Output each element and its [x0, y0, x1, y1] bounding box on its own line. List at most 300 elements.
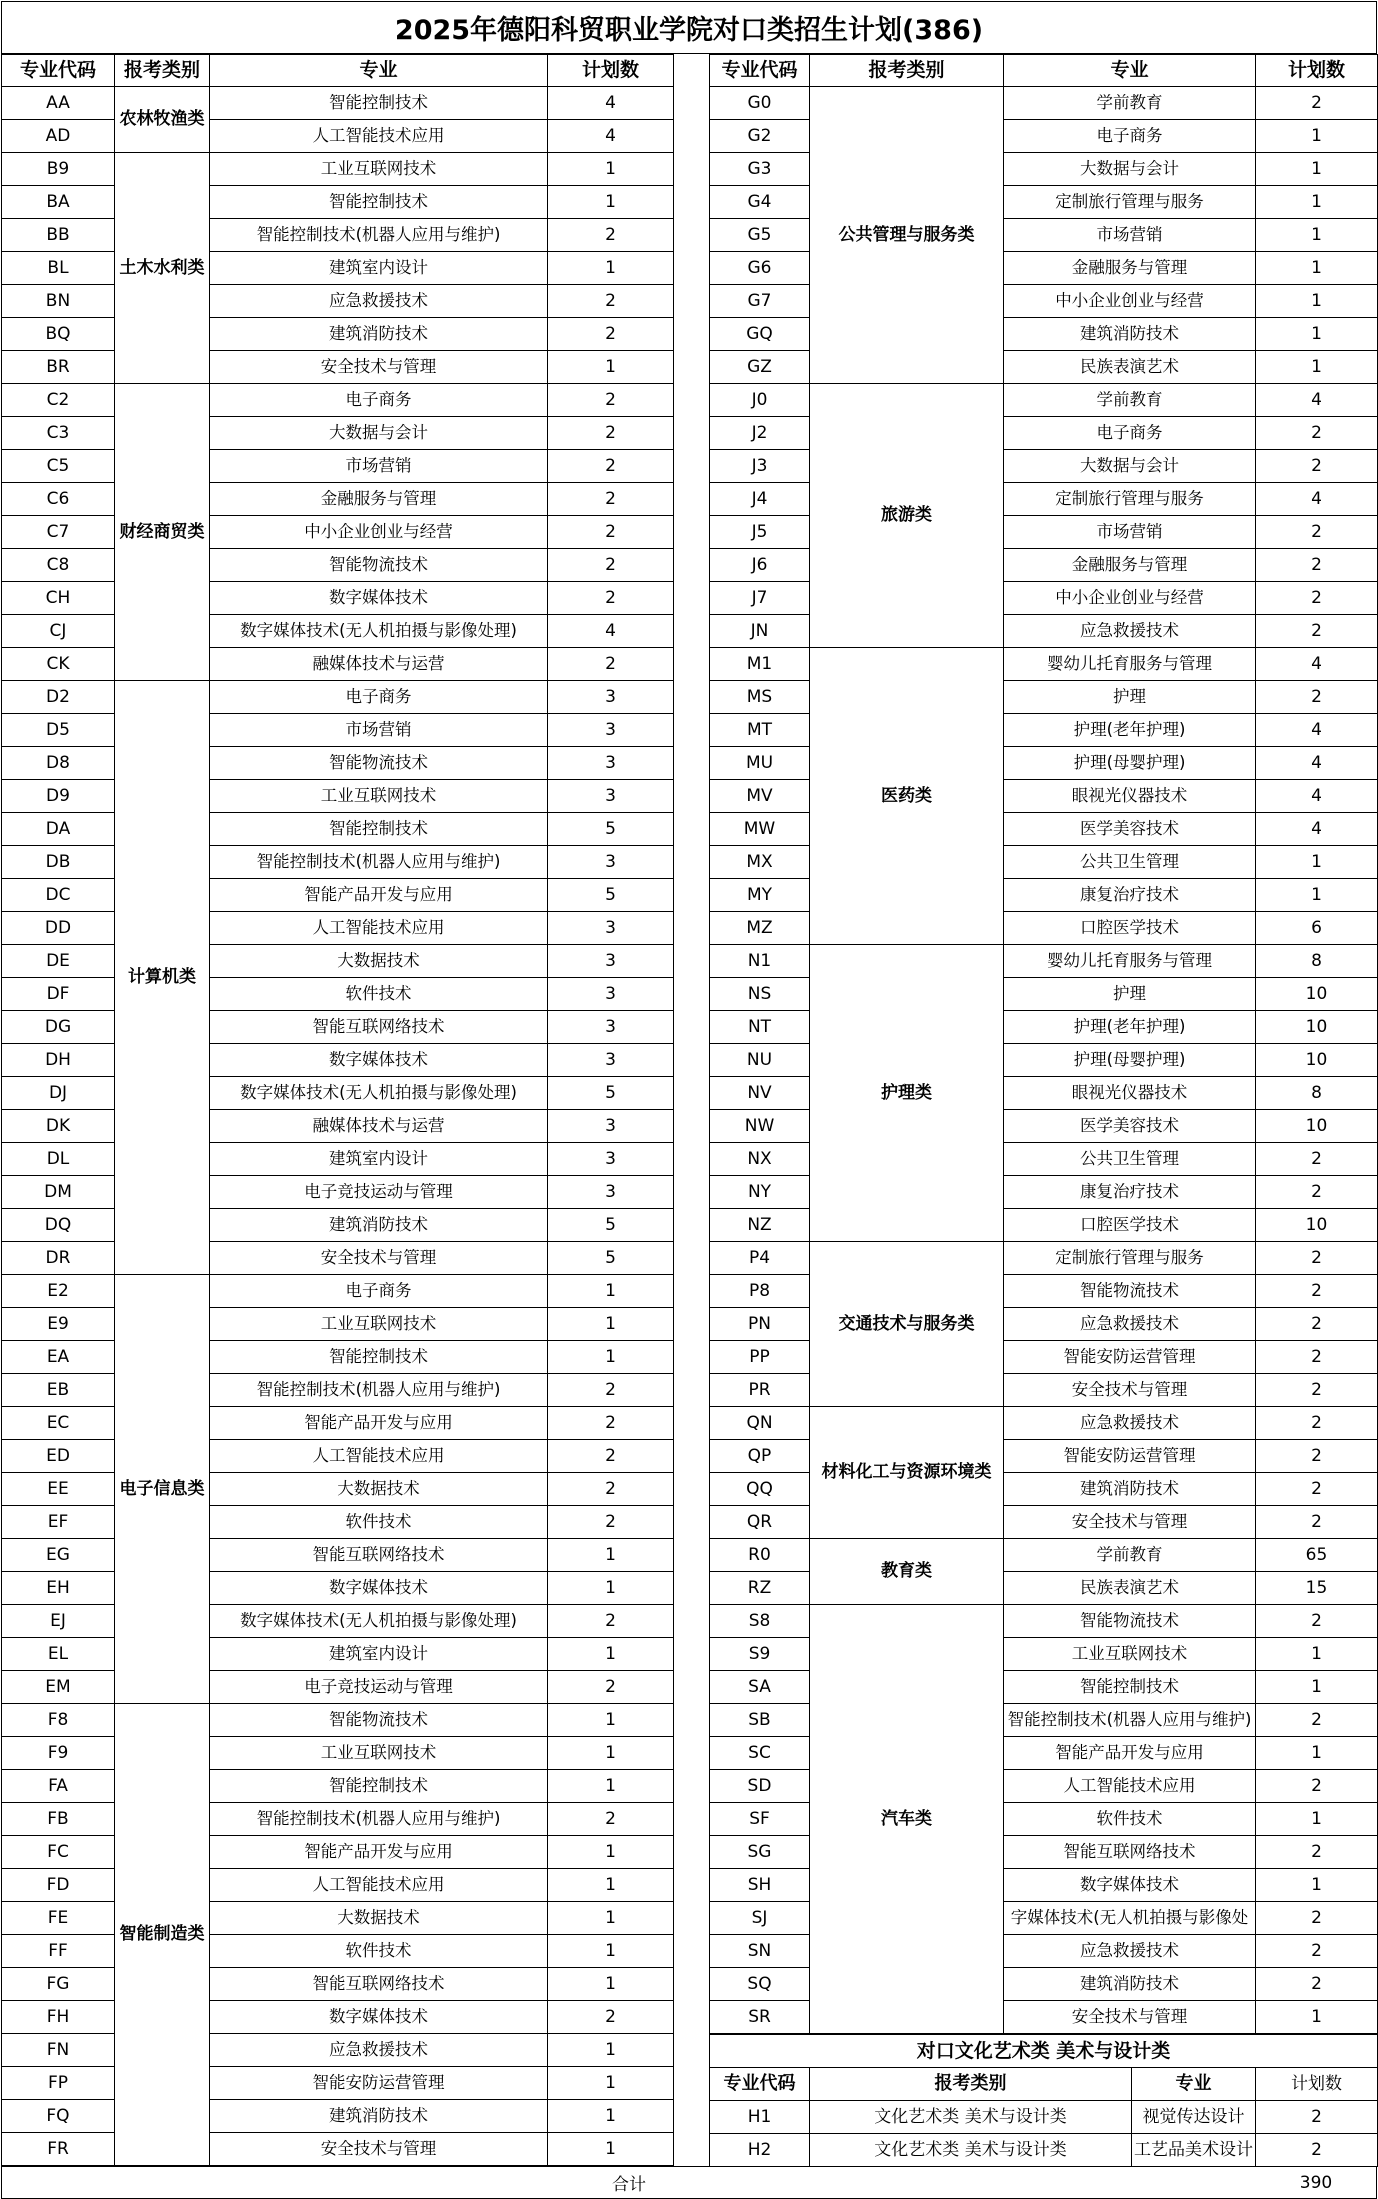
table-row	[2, 945, 674, 978]
art-design-body	[710, 2101, 1378, 2167]
major-name: 智能互联网络技术	[1004, 1836, 1256, 1869]
plan-count: 1	[1256, 186, 1378, 219]
plan-count: 2	[548, 1671, 674, 1704]
table-row	[2, 549, 674, 582]
plan-count: 2	[1256, 1242, 1378, 1275]
major-code: FP	[2, 2067, 115, 2100]
plan-count: 4	[548, 615, 674, 648]
table-row	[2, 978, 674, 1011]
major-code: J7	[710, 582, 810, 615]
major-name: 大数据与会计	[210, 417, 548, 450]
category-cell: 汽车类	[810, 1605, 1004, 2034]
major-code: DG	[2, 1011, 115, 1044]
table-row	[2, 1110, 674, 1143]
category-cell: 土木水利类	[115, 153, 210, 384]
table-row	[2, 813, 674, 846]
major-code: S9	[710, 1638, 810, 1671]
plan-count: 3	[548, 714, 674, 747]
plan-count: 2	[1256, 1407, 1378, 1440]
major-code: J6	[710, 549, 810, 582]
plan-count: 2	[1256, 1770, 1378, 1803]
table-row	[710, 87, 1378, 120]
plan-count: 2	[1256, 1968, 1378, 2001]
plan-count: 3	[548, 681, 674, 714]
major-code: PR	[710, 1374, 810, 1407]
plan-count: 1	[548, 1638, 674, 1671]
major-code: C5	[2, 450, 115, 483]
major-code: JN	[710, 615, 810, 648]
major-code: SG	[710, 1836, 810, 1869]
major-name: 软件技术	[210, 1935, 548, 1968]
major-name: 大数据与会计	[1004, 153, 1256, 186]
plan-count: 2	[548, 1506, 674, 1539]
plan-count: 4	[1256, 483, 1378, 516]
major-code: NT	[710, 1011, 810, 1044]
table-row	[2, 1572, 674, 1605]
plan-count: 5	[548, 1242, 674, 1275]
major-code: BQ	[2, 318, 115, 351]
plan-count: 3	[548, 1143, 674, 1176]
major-name: 智能控制技术	[210, 1770, 548, 1803]
major-code: M1	[710, 648, 810, 681]
major-name: 数字媒体技术	[210, 1044, 548, 1077]
major-name: 电子商务	[1004, 120, 1256, 153]
plan-count: 3	[548, 912, 674, 945]
plan-count: 2	[548, 648, 674, 681]
major-code: S8	[710, 1605, 810, 1638]
table-row	[2, 1011, 674, 1044]
major-name: 智能控制技术	[1004, 1671, 1256, 1704]
major-code: P4	[710, 1242, 810, 1275]
plan-count: 3	[548, 978, 674, 1011]
major-name: 工业互联网技术	[1004, 1638, 1256, 1671]
plan-count: 2	[1256, 417, 1378, 450]
major-name: 建筑室内设计	[210, 1638, 548, 1671]
table-row	[2, 681, 674, 714]
major-name: 学前教育	[1004, 1539, 1256, 1572]
major-code: FH	[2, 2001, 115, 2034]
category-cell: 文化艺术类 美术与设计类	[810, 2101, 1132, 2134]
major-code: J2	[710, 417, 810, 450]
plan-count: 1	[1256, 879, 1378, 912]
table-row	[2, 318, 674, 351]
major-code: PP	[710, 1341, 810, 1374]
major-name: 定制旅行管理与服务	[1004, 186, 1256, 219]
major-name: 智能控制技术	[210, 87, 548, 120]
major-code: MT	[710, 714, 810, 747]
major-name: 人工智能技术应用	[1004, 1770, 1256, 1803]
major-name: 眼视光仪器技术	[1004, 1077, 1256, 1110]
left-plan-table	[1, 54, 674, 2166]
plan-count: 1	[548, 351, 674, 384]
category-cell: 教育类	[810, 1539, 1004, 1605]
plan-count: 4	[1256, 747, 1378, 780]
major-code: BR	[2, 351, 115, 384]
plan-count: 2	[1256, 1902, 1378, 1935]
table-row	[710, 1407, 1378, 1440]
major-name: 大数据技术	[210, 945, 548, 978]
header-quota: 计划数	[1256, 55, 1378, 87]
major-code: J4	[710, 483, 810, 516]
plan-count: 1	[548, 2067, 674, 2100]
plan-count: 10	[1256, 1044, 1378, 1077]
plan-count: 1	[548, 1902, 674, 1935]
plan-count: 1	[1256, 1638, 1378, 1671]
header-category: 报考类别	[115, 55, 210, 87]
table-row	[2, 87, 674, 120]
major-code: NU	[710, 1044, 810, 1077]
plan-count: 1	[548, 2100, 674, 2133]
major-code: FE	[2, 1902, 115, 1935]
major-name: 医学美容技术	[1004, 1110, 1256, 1143]
major-name: 安全技术与管理	[210, 1242, 548, 1275]
major-name: 智能安防运营管理	[1004, 1341, 1256, 1374]
major-code: G0	[710, 87, 810, 120]
major-code: BL	[2, 252, 115, 285]
major-name: 安全技术与管理	[1004, 1506, 1256, 1539]
major-name: 数字媒体技术	[210, 582, 548, 615]
major-name: 建筑室内设计	[210, 252, 548, 285]
plan-count: 2	[1256, 1440, 1378, 1473]
major-code: FC	[2, 1836, 115, 1869]
table-row	[2, 1374, 674, 1407]
major-code: NS	[710, 978, 810, 1011]
art-header-major: 专业	[1132, 2068, 1256, 2101]
page-title: 2025年德阳科贸职业学院对口类招生计划(386)	[1, 1, 1377, 54]
category-cell: 文化艺术类 美术与设计类	[810, 2134, 1132, 2167]
plan-count: 3	[548, 945, 674, 978]
plan-count: 2	[548, 549, 674, 582]
table-row	[2, 2034, 674, 2067]
major-code: NX	[710, 1143, 810, 1176]
major-name: 应急救援技术	[210, 2034, 548, 2067]
major-name: 市场营销	[1004, 219, 1256, 252]
major-name: 智能互联网络技术	[210, 1011, 548, 1044]
major-name: 金融服务与管理	[1004, 252, 1256, 285]
major-name: 智能物流技术	[210, 1704, 548, 1737]
table-row	[2, 1275, 674, 1308]
plan-count: 1	[548, 1770, 674, 1803]
category-cell: 计算机类	[115, 681, 210, 1275]
major-name: 眼视光仪器技术	[1004, 780, 1256, 813]
major-code: NW	[710, 1110, 810, 1143]
major-name: 智能控制技术(机器人应用与维护)	[210, 846, 548, 879]
major-name: 定制旅行管理与服务	[1004, 1242, 1256, 1275]
major-name: 智能控制技术(机器人应用与维护)	[210, 1803, 548, 1836]
plan-count: 1	[1256, 2001, 1378, 2034]
plan-count: 2	[1256, 1275, 1378, 1308]
major-code: G4	[710, 186, 810, 219]
plan-count: 5	[548, 879, 674, 912]
table-row	[2, 1638, 674, 1671]
table-row	[2, 714, 674, 747]
major-name: 电子商务	[1004, 417, 1256, 450]
plan-count: 1	[548, 1935, 674, 1968]
major-name: 数字媒体技术	[210, 2001, 548, 2034]
plan-count: 2	[1256, 516, 1378, 549]
major-code: DB	[2, 846, 115, 879]
plan-count: 4	[1256, 813, 1378, 846]
major-name: 数字媒体技术	[210, 1572, 548, 1605]
major-name: 公共卫生管理	[1004, 846, 1256, 879]
major-name: 软件技术	[1004, 1803, 1256, 1836]
major-code: QQ	[710, 1473, 810, 1506]
major-code: SC	[710, 1737, 810, 1770]
major-name: 软件技术	[210, 978, 548, 1011]
plan-count: 65	[1256, 1539, 1378, 1572]
plan-count: 2	[1256, 1143, 1378, 1176]
plan-count: 3	[548, 747, 674, 780]
category-cell: 材料化工与资源环境类	[810, 1407, 1004, 1539]
category-cell: 财经商贸类	[115, 384, 210, 681]
table-row	[2, 912, 674, 945]
major-code: G5	[710, 219, 810, 252]
major-name: 工业互联网技术	[210, 1737, 548, 1770]
major-code: F9	[2, 1737, 115, 1770]
major-name: 电子竞技运动与管理	[210, 1671, 548, 1704]
table-row	[2, 615, 674, 648]
plan-count: 2	[548, 384, 674, 417]
major-code: CK	[2, 648, 115, 681]
major-code: G6	[710, 252, 810, 285]
table-row	[2, 252, 674, 285]
major-name: 中小企业创业与经营	[1004, 582, 1256, 615]
major-name: 安全技术与管理	[210, 2133, 548, 2166]
major-code: MV	[710, 780, 810, 813]
plan-count: 1	[1256, 252, 1378, 285]
major-code: DF	[2, 978, 115, 1011]
plan-count: 2	[1256, 1308, 1378, 1341]
plan-count: 2	[548, 2001, 674, 2034]
header-major: 专业	[1004, 55, 1256, 87]
major-name: 智能安防运营管理	[1004, 1440, 1256, 1473]
table-row	[2, 483, 674, 516]
major-code: FB	[2, 1803, 115, 1836]
major-code: EF	[2, 1506, 115, 1539]
major-name: 护理(母婴护理)	[1004, 747, 1256, 780]
art-header-code: 专业代码	[710, 2068, 810, 2101]
major-name: 人工智能技术应用	[210, 1440, 548, 1473]
major-name: 金融服务与管理	[210, 483, 548, 516]
plan-count: 2	[1256, 1935, 1378, 1968]
major-code: E2	[2, 1275, 115, 1308]
major-code: NV	[710, 1077, 810, 1110]
major-name: 智能控制技术	[210, 1341, 548, 1374]
major-name: 建筑消防技术	[210, 2100, 548, 2133]
major-code: N1	[710, 945, 810, 978]
plan-count: 1	[548, 1968, 674, 2001]
plan-count: 2	[1256, 549, 1378, 582]
major-name: 婴幼儿托育服务与管理	[1004, 648, 1256, 681]
major-code: F8	[2, 1704, 115, 1737]
major-name: 护理(母婴护理)	[1004, 1044, 1256, 1077]
major-name: 智能物流技术	[1004, 1275, 1256, 1308]
plan-count: 4	[1256, 714, 1378, 747]
major-name: 智能互联网络技术	[210, 1968, 548, 2001]
major-name: 人工智能技术应用	[210, 912, 548, 945]
major-name: 安全技术与管理	[210, 351, 548, 384]
plan-count: 8	[1256, 1077, 1378, 1110]
major-name: 软件技术	[210, 1506, 548, 1539]
major-code: G3	[710, 153, 810, 186]
major-code: MX	[710, 846, 810, 879]
major-code: QR	[710, 1506, 810, 1539]
table-row	[2, 1506, 674, 1539]
major-code: BB	[2, 219, 115, 252]
major-code: EJ	[2, 1605, 115, 1638]
plan-count: 1	[1256, 351, 1378, 384]
table-row	[2, 1902, 674, 1935]
table-row	[2, 1308, 674, 1341]
table-row	[2, 384, 674, 417]
major-name: 工艺品美术设计	[1132, 2134, 1256, 2167]
table-row	[2, 1605, 674, 1638]
major-name: 电子商务	[210, 681, 548, 714]
plan-count: 1	[1256, 1671, 1378, 1704]
plan-count: 2	[1256, 1704, 1378, 1737]
major-name: 口腔医学技术	[1004, 1209, 1256, 1242]
major-name: 工业互联网技术	[210, 780, 548, 813]
major-name: 建筑消防技术	[1004, 1473, 1256, 1506]
major-name: 康复治疗技术	[1004, 879, 1256, 912]
major-code: MZ	[710, 912, 810, 945]
plan-count: 4	[1256, 780, 1378, 813]
major-code: BN	[2, 285, 115, 318]
major-name: 市场营销	[210, 450, 548, 483]
major-name: 康复治疗技术	[1004, 1176, 1256, 1209]
plan-count: 1	[548, 1572, 674, 1605]
major-name: 数字媒体技术(无人机拍摄与影像处理)	[210, 615, 548, 648]
major-name: 安全技术与管理	[1004, 1374, 1256, 1407]
major-code: SN	[710, 1935, 810, 1968]
major-code: DE	[2, 945, 115, 978]
plan-count: 2	[1256, 450, 1378, 483]
major-code: SR	[710, 2001, 810, 2034]
left-plan-body	[2, 87, 674, 2166]
plan-count: 10	[1256, 1011, 1378, 1044]
plan-count: 1	[548, 1275, 674, 1308]
plan-count: 1	[1256, 120, 1378, 153]
table-row	[2, 1077, 674, 1110]
major-code: B9	[2, 153, 115, 186]
plan-count: 1	[548, 1704, 674, 1737]
major-code: FQ	[2, 2100, 115, 2133]
major-code: DH	[2, 1044, 115, 1077]
major-code: DQ	[2, 1209, 115, 1242]
major-name: 字媒体技术(无人机拍摄与影像处	[1004, 1902, 1256, 1935]
major-code: FR	[2, 2133, 115, 2166]
major-name: 数字媒体技术(无人机拍摄与影像处理)	[210, 1605, 548, 1638]
table-row	[2, 747, 674, 780]
table-row	[2, 1737, 674, 1770]
major-name: 数字媒体技术	[1004, 1869, 1256, 1902]
plan-count: 1	[1256, 219, 1378, 252]
major-name: 人工智能技术应用	[210, 120, 548, 153]
plan-count: 3	[548, 1110, 674, 1143]
plan-count: 2	[1256, 1836, 1378, 1869]
plan-count: 1	[1256, 318, 1378, 351]
plan-count: 2	[1256, 1605, 1378, 1638]
table-row	[2, 846, 674, 879]
major-name: 建筑消防技术	[1004, 1968, 1256, 2001]
major-code: C6	[2, 483, 115, 516]
major-name: 护理(老年护理)	[1004, 714, 1256, 747]
plan-count: 4	[1256, 648, 1378, 681]
plan-count: 1	[1256, 1737, 1378, 1770]
major-name: 市场营销	[1004, 516, 1256, 549]
major-name: 大数据技术	[210, 1473, 548, 1506]
major-name: 电子商务	[210, 384, 548, 417]
major-code: E9	[2, 1308, 115, 1341]
major-code: DL	[2, 1143, 115, 1176]
table-row	[2, 1968, 674, 2001]
table-row	[710, 1605, 1378, 1638]
plan-count: 2	[548, 1374, 674, 1407]
major-name: 定制旅行管理与服务	[1004, 483, 1256, 516]
category-cell: 智能制造类	[115, 1704, 210, 2166]
major-name: 民族表演艺术	[1004, 351, 1256, 384]
major-name: 学前教育	[1004, 87, 1256, 120]
major-name: 口腔医学技术	[1004, 912, 1256, 945]
major-name: 学前教育	[1004, 384, 1256, 417]
plan-count: 2	[548, 450, 674, 483]
table-row	[2, 1440, 674, 1473]
major-code: EA	[2, 1341, 115, 1374]
table-row	[2, 1539, 674, 1572]
major-code: PN	[710, 1308, 810, 1341]
major-name: 民族表演艺术	[1004, 1572, 1256, 1605]
major-name: 电子竞技运动与管理	[210, 1176, 548, 1209]
header-quota: 计划数	[548, 55, 674, 87]
major-code: SJ	[710, 1902, 810, 1935]
major-name: 建筑消防技术	[1004, 318, 1256, 351]
major-name: 应急救援技术	[1004, 1308, 1256, 1341]
major-code: D9	[2, 780, 115, 813]
art-design-table	[709, 2034, 1378, 2167]
major-code: MU	[710, 747, 810, 780]
table-row	[710, 945, 1378, 978]
table-row	[2, 1242, 674, 1275]
major-code: H1	[710, 2101, 810, 2134]
table-row	[710, 384, 1378, 417]
major-name: 电子商务	[210, 1275, 548, 1308]
major-name: 建筑消防技术	[210, 1209, 548, 1242]
table-row	[710, 2101, 1378, 2134]
major-name: 工业互联网技术	[210, 1308, 548, 1341]
plan-count: 4	[548, 87, 674, 120]
table-row	[2, 2001, 674, 2034]
table-row	[2, 1704, 674, 1737]
major-name: 智能控制技术(机器人应用与维护)	[1004, 1704, 1256, 1737]
table-row	[2, 2067, 674, 2100]
major-name: 数字媒体技术(无人机拍摄与影像处理)	[210, 1077, 548, 1110]
plan-count: 10	[1256, 1209, 1378, 1242]
plan-count: 2	[1256, 2134, 1378, 2167]
table-row	[2, 417, 674, 450]
plan-count: 4	[548, 120, 674, 153]
category-cell: 公共管理与服务类	[810, 87, 1004, 384]
plan-count: 5	[548, 813, 674, 846]
major-name: 金融服务与管理	[1004, 549, 1256, 582]
table-row	[2, 1143, 674, 1176]
major-code: FD	[2, 1869, 115, 1902]
right-plan-body	[710, 87, 1378, 2034]
plan-count: 3	[548, 1176, 674, 1209]
major-name: 安全技术与管理	[1004, 2001, 1256, 2034]
category-cell: 医药类	[810, 648, 1004, 945]
major-code: ED	[2, 1440, 115, 1473]
major-code: J5	[710, 516, 810, 549]
